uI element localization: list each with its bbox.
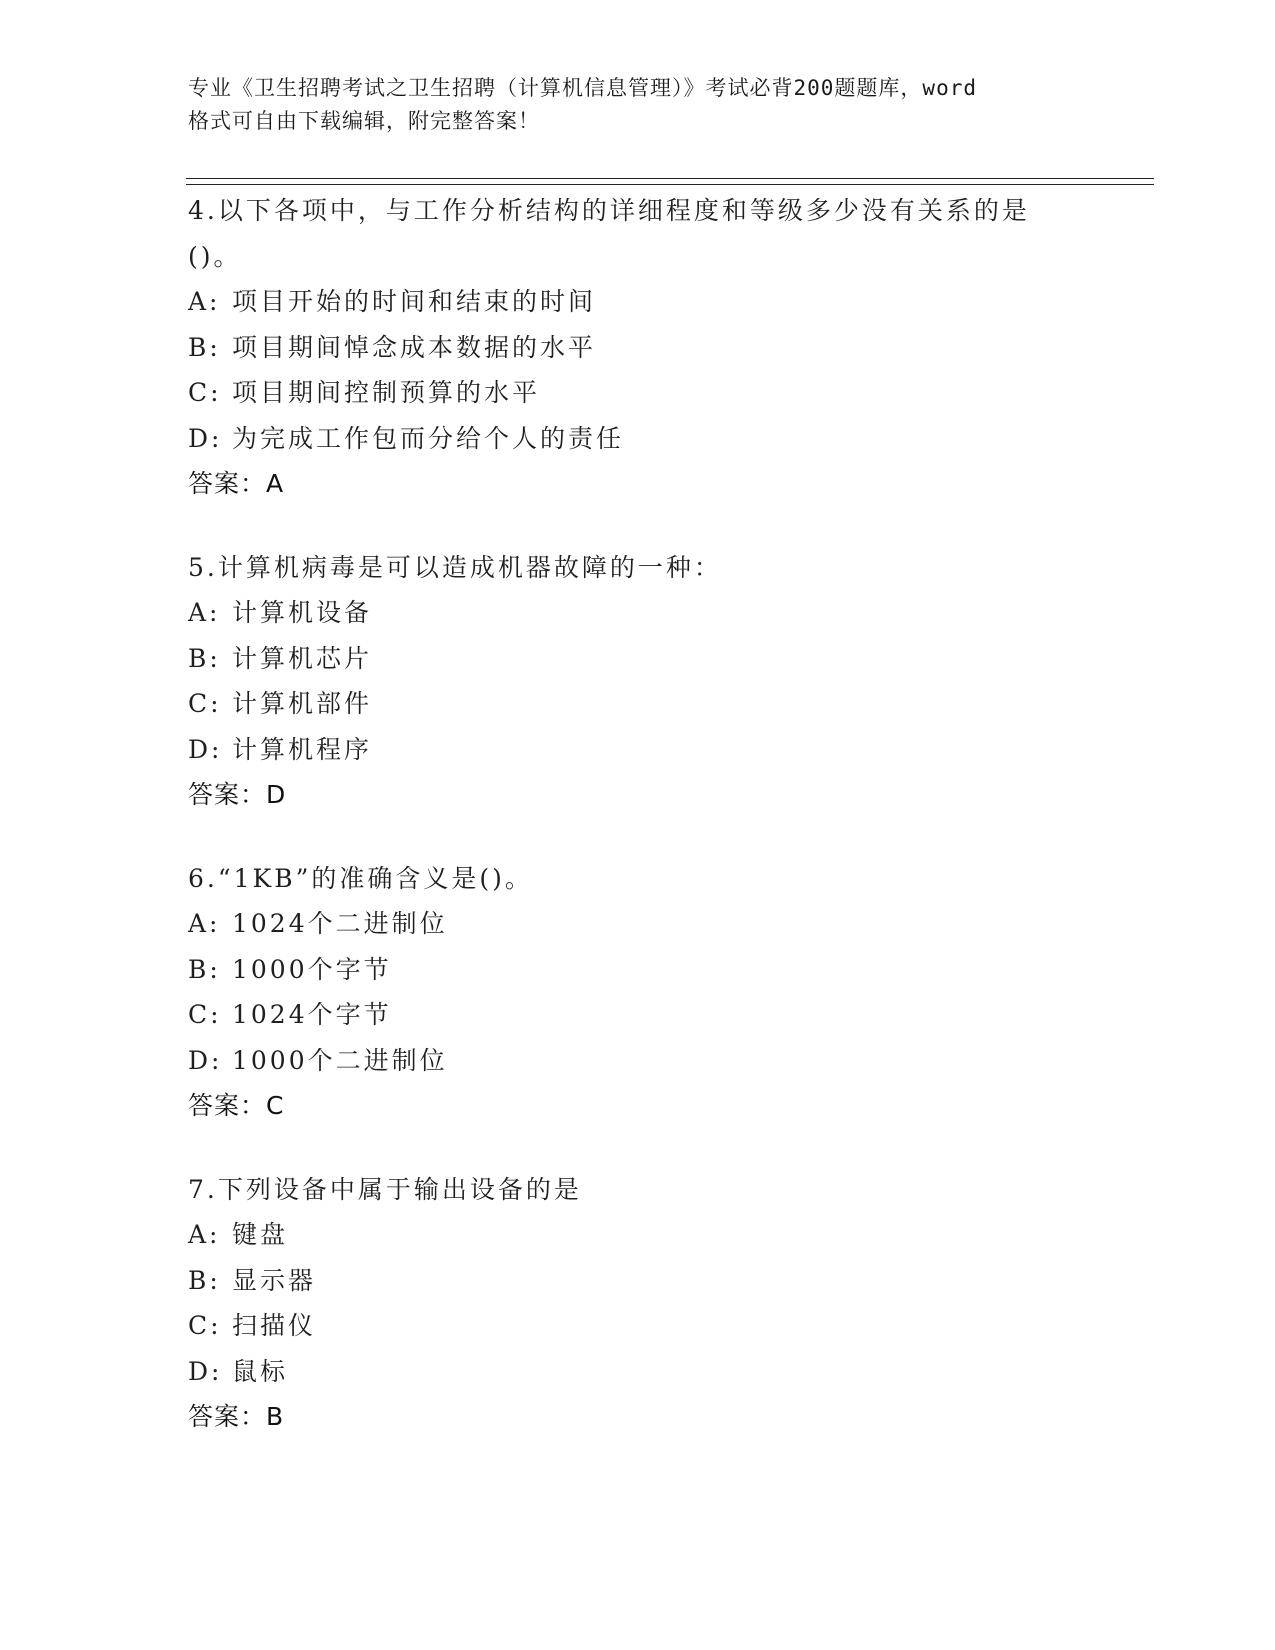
option-text: 计算机程序: [232, 734, 373, 764]
option-d: [188, 1349, 1088, 1395]
option-d: [188, 1038, 1088, 1084]
question-item: [188, 188, 1088, 507]
question-stem-line: 7.下列设备中属于输出设备的是: [188, 1174, 582, 1204]
option-letter: A:: [188, 287, 221, 316]
option-b: [188, 1258, 1088, 1304]
header-divider: [186, 178, 1154, 185]
option-text: 1000个二进制位: [232, 1045, 448, 1075]
option-text: 项目期间控制预算的水平: [232, 378, 541, 407]
option-letter: A:: [188, 909, 221, 938]
option-letter: D:: [188, 1045, 223, 1075]
option-letter: B:: [188, 643, 221, 673]
question-item: [188, 1167, 1088, 1440]
option-text: 计算机部件: [232, 689, 373, 718]
option-text: 扫描仪: [232, 1311, 317, 1340]
option-text: 为完成工作包而分给个人的责任: [232, 423, 625, 453]
question-item: [188, 545, 1088, 818]
option-text: 1024个二进制位: [232, 909, 448, 938]
option-letter: C:: [188, 1000, 222, 1029]
option-text: 计算机芯片: [232, 643, 373, 673]
option-letter: A:: [188, 598, 221, 627]
option-text: 鼠标: [232, 1356, 289, 1386]
answer-line: 答案：B: [188, 1402, 285, 1431]
option-text: 显示器: [232, 1265, 317, 1295]
option-a: [188, 590, 1088, 636]
document-header: [188, 72, 1088, 138]
option-a: [188, 279, 1088, 325]
option-a: [188, 901, 1088, 947]
answer-line: 答案：A: [188, 469, 285, 498]
header-line-1: 专业《卫生招聘考试之卫生招聘（计算机信息管理）》考试必背200题题库，word: [188, 76, 977, 100]
option-d: [188, 727, 1088, 773]
option-letter: D:: [188, 1356, 223, 1386]
option-letter: D:: [188, 423, 223, 453]
option-a: [188, 1212, 1088, 1258]
option-letter: C:: [188, 689, 222, 718]
question-stem-line: 5.计算机病毒是可以造成机器故障的一种：: [188, 552, 722, 582]
answer-line: 答案：C: [188, 1091, 285, 1120]
option-letter: C:: [188, 1311, 222, 1340]
question-stem-line: 6.“1KB”的准确含义是()。: [188, 863, 533, 893]
option-text: 1000个字节: [232, 954, 392, 984]
header-line-2: 格式可自由下载编辑，附完整答案！: [188, 109, 540, 133]
option-c: [188, 1303, 1088, 1349]
option-b: [188, 636, 1088, 682]
option-c: [188, 681, 1088, 727]
question-stem-line: 4.以下各项中，与工作分析结构的详细程度和等级多少没有关系的是: [188, 196, 1030, 225]
option-d: [188, 416, 1088, 462]
question-list: [188, 188, 1088, 1478]
option-text: 项目期间悼念成本数据的水平: [232, 332, 597, 362]
option-c: [188, 992, 1088, 1038]
option-text: 键盘: [232, 1220, 289, 1249]
option-text: 1024个字节: [232, 1000, 392, 1029]
answer-line: 答案：D: [188, 780, 287, 809]
option-text: 计算机设备: [232, 598, 373, 627]
option-c: [188, 370, 1088, 416]
option-b: [188, 325, 1088, 371]
option-letter: B:: [188, 954, 221, 984]
option-text: 项目开始的时间和结束的时间: [232, 287, 597, 316]
option-letter: A:: [188, 1220, 221, 1249]
option-b: [188, 947, 1088, 993]
option-letter: D:: [188, 734, 223, 764]
option-letter: B:: [188, 332, 221, 362]
question-stem-line: ()。: [188, 241, 242, 271]
option-letter: C:: [188, 378, 222, 407]
option-letter: B:: [188, 1265, 221, 1295]
question-item: [188, 856, 1088, 1129]
